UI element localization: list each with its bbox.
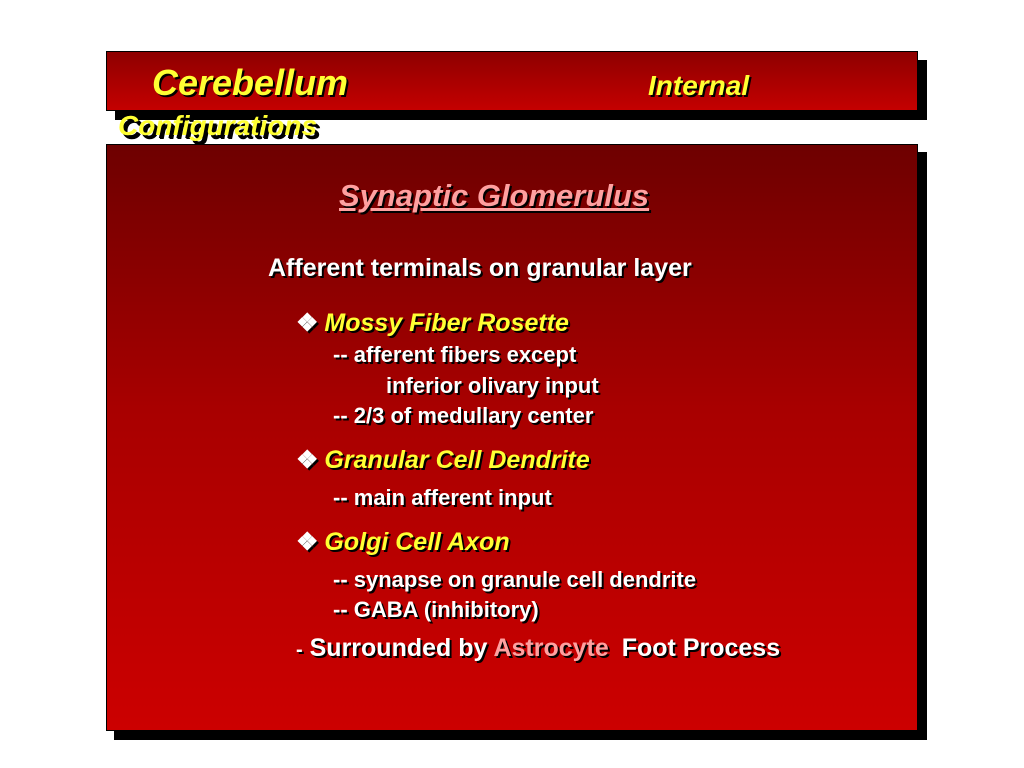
slide-title-internal: Internal [648, 70, 750, 101]
slide-title-configurations: Configurations [118, 110, 318, 141]
bullet-detail: -- main afferent input [333, 485, 552, 510]
footer-suffix: Foot Process [621, 634, 781, 662]
bullet-label: Mossy Fiber Rosette [324, 309, 569, 337]
footer-highlight: Astrocyte [493, 634, 609, 662]
bullet-detail: inferior olivary input [386, 373, 599, 398]
footer-dash: - [296, 639, 303, 661]
diamond-bullet-icon: ❖ [296, 528, 319, 556]
slide-title: Cerebellum [152, 62, 349, 103]
bullet-detail: -- afferent fibers except [333, 342, 577, 367]
bullet-detail: -- 2/3 of medullary center [333, 403, 594, 428]
bullet-item-mossy-fiber [296, 308, 569, 338]
footer-line [296, 634, 780, 663]
bullet-detail: -- synapse on granule cell dendrite [333, 567, 697, 592]
footer-prefix: Surrounded by [309, 634, 488, 662]
bullet-item-golgi-cell [296, 527, 510, 557]
bullet-detail: -- GABA (inhibitory) [333, 597, 539, 622]
diamond-bullet-icon: ❖ [296, 309, 319, 337]
content-heading: Synaptic Glomerulus [339, 178, 650, 213]
content-subheading: Afferent terminals on granular layer [268, 254, 692, 282]
bullet-item-granular-cell [296, 445, 590, 475]
diamond-bullet-icon: ❖ [296, 446, 319, 474]
bullet-label: Golgi Cell Axon [324, 528, 510, 556]
bullet-label: Granular Cell Dendrite [324, 446, 590, 474]
